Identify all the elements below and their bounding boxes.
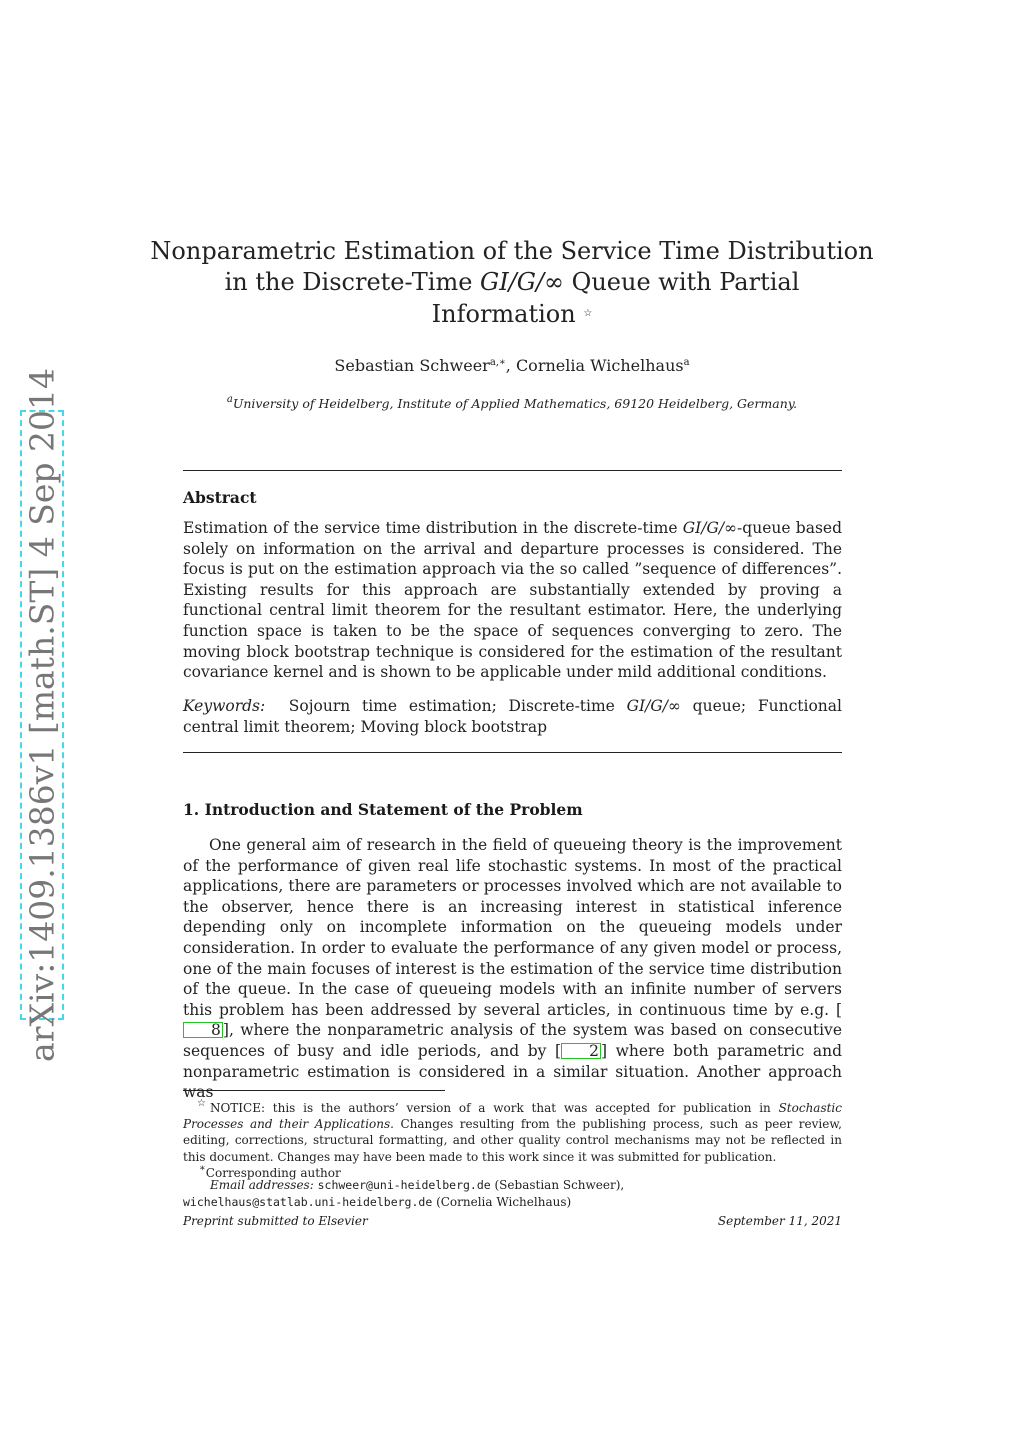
author-1-affil-mark[interactable]: a,∗: [489, 357, 506, 368]
title-line-2-post: Queue with Partial: [564, 268, 800, 296]
citation-link[interactable]: 8: [183, 1022, 223, 1038]
affiliation-mark: a: [226, 394, 233, 405]
author-list: [150, 356, 874, 375]
footnote-rule: [183, 1090, 445, 1091]
email-link-2[interactable]: wichelhaus@statlab.uni-heidelberg.de: [183, 1195, 433, 1209]
keywords: [183, 696, 842, 737]
abstract-heading: Abstract: [183, 488, 257, 507]
email-2-name: (Cornelia Wichelhaus): [432, 1195, 572, 1209]
author-1: Sebastian Schweer: [334, 356, 490, 375]
title-line-3: [150, 298, 874, 330]
footnote-star-icon: ☆: [197, 1098, 210, 1109]
corresponding-mark: ∗: [199, 1163, 206, 1174]
author-2-affil-mark[interactable]: a: [683, 357, 690, 368]
author-separator: ,: [505, 356, 516, 375]
abstract-math: GI/G/∞: [682, 519, 738, 537]
footer-left: Preprint submitted to Elsevier: [183, 1214, 368, 1228]
keywords-pre: Sojourn time estimation; Discrete-time: [288, 697, 627, 715]
footer-right: September 11, 2021: [717, 1214, 842, 1228]
section-text-b: , where the nonparametric analysis of the system was based on consecutive sequences of busy and idle periods, and by: [183, 1021, 842, 1060]
email-link-1[interactable]: schweer@uni-heidelberg.de: [317, 1178, 491, 1192]
footnote-journal: Stochastic Processes and their Applications.: [183, 1101, 842, 1132]
affiliation: [100, 394, 924, 411]
section-text-c: where both parametric and nonparametric estimation is considered in a similar situation. Another approach was: [183, 1041, 842, 1102]
title-star-icon[interactable]: ☆: [583, 308, 593, 319]
title-line-2-pre: in the Discrete-Time: [224, 268, 481, 296]
corresponding-text: Corresponding author: [205, 1166, 341, 1180]
footnote-notice-pre: NOTICE: this is the authors’ version of a work that was accepted for publication in: [209, 1101, 779, 1115]
paper-title: [150, 236, 874, 330]
title-line-2: [150, 267, 874, 298]
abstract-top-rule: [183, 470, 842, 471]
section-text-a: One general aim of research in the field of queueing theory is the improvement of the performance of given real life stochastic systems. In most of the practical applications, there are parameters or processes involved which are not available to the observer, hence there is an increasing interest in statistical inference depending only on incomplete information on the queueing models under consideration. In order to evaluate the performance of any given model or process, one of the main focuses of interest is the estimation of the service time distribution of the queue. In the case of queueing models with an infinite number of servers this problem has been addressed by several articles, in continuous time by e.g.: [183, 836, 842, 1019]
footnote-emails-2: [183, 1194, 842, 1210]
footnote-emails-1: [183, 1177, 842, 1193]
title-line-1: Nonparametric Estimation of the Service Time Distribution: [150, 237, 874, 265]
abstract-text-post: -queue based solely on information on the arrival and departure processes is considered. The focus is put on the estimation approach via the so called ”sequence of differences”. Existing results for this approach are substantially extended by proving a functional central limit theorem for the resultant estimator. Here, the underlying function space is taken to be the space of sequences converging to zero. The moving block bootstrap technique is considered for the estimation of the resultant covariance kernel and is shown to be applicable under mild additional conditions.: [183, 519, 842, 682]
abstract-body: [183, 518, 842, 683]
footnote-notice: [183, 1096, 842, 1165]
abstract-bottom-rule: [183, 752, 842, 753]
author-2: Cornelia Wichelhaus: [515, 356, 684, 375]
abstract-text-pre: Estimation of the service time distribution in the discrete-time: [183, 519, 683, 537]
title-math: GI/G/∞: [480, 268, 565, 296]
affiliation-text: University of Heidelberg, Institute of Applied Mathematics, 69120 Heidelberg, Germany.: [232, 396, 798, 411]
title-line-3-text: Information: [431, 300, 576, 328]
keywords-post: queue; Functional central limit theorem; Moving block bootstrap: [183, 697, 842, 736]
email-1-name: (Sebastian Schweer),: [490, 1178, 625, 1192]
page-footer: [183, 1214, 842, 1228]
footnote-notice-post: Changes resulting from the publishing process, such as peer review, editing, corrections, structural formatting, and other quality control mechanisms may not be reflected in this document. Changes may have been made to this work since it was submitted for publication.: [183, 1117, 842, 1164]
citation-link[interactable]: 2: [561, 1043, 601, 1059]
email-label: Email addresses:: [210, 1178, 314, 1192]
section-body: One general aim of research in the field of queueing theory is the improvement of the performance of given real life stochastic systems. In most of the practical applications, there are parameters or processes involved which are not available to the observer, hence there is an increasing interest in statistical inference depending only on incomplete information on the queueing models under consideration. In order to evaluate the performance of any given model or process, one of the main focuses of interest is the estimation of the service time distribution of the queue. In the case of queueing models with an infinite number of servers this problem has been addressed by several articles, in continuous time by e.g. [8 ], where the nonparametric analysis of the system was based on consecutive sequences of busy and idle periods, and by [ 2 ] where both parametric and nonparametric estimation is considered in a similar situation. Another approach was: [183, 836, 842, 1102]
arxiv-stamp[interactable]: [20, 368, 64, 1062]
keywords-label: Keywords:: [183, 697, 266, 715]
keywords-math: GI/G/∞: [626, 697, 681, 715]
arxiv-id: arXiv:1409.1386v1 [math.ST] 4 Sep 2014: [22, 368, 62, 1062]
section-heading: 1. Introduction and Statement of the Problem: [183, 800, 583, 819]
